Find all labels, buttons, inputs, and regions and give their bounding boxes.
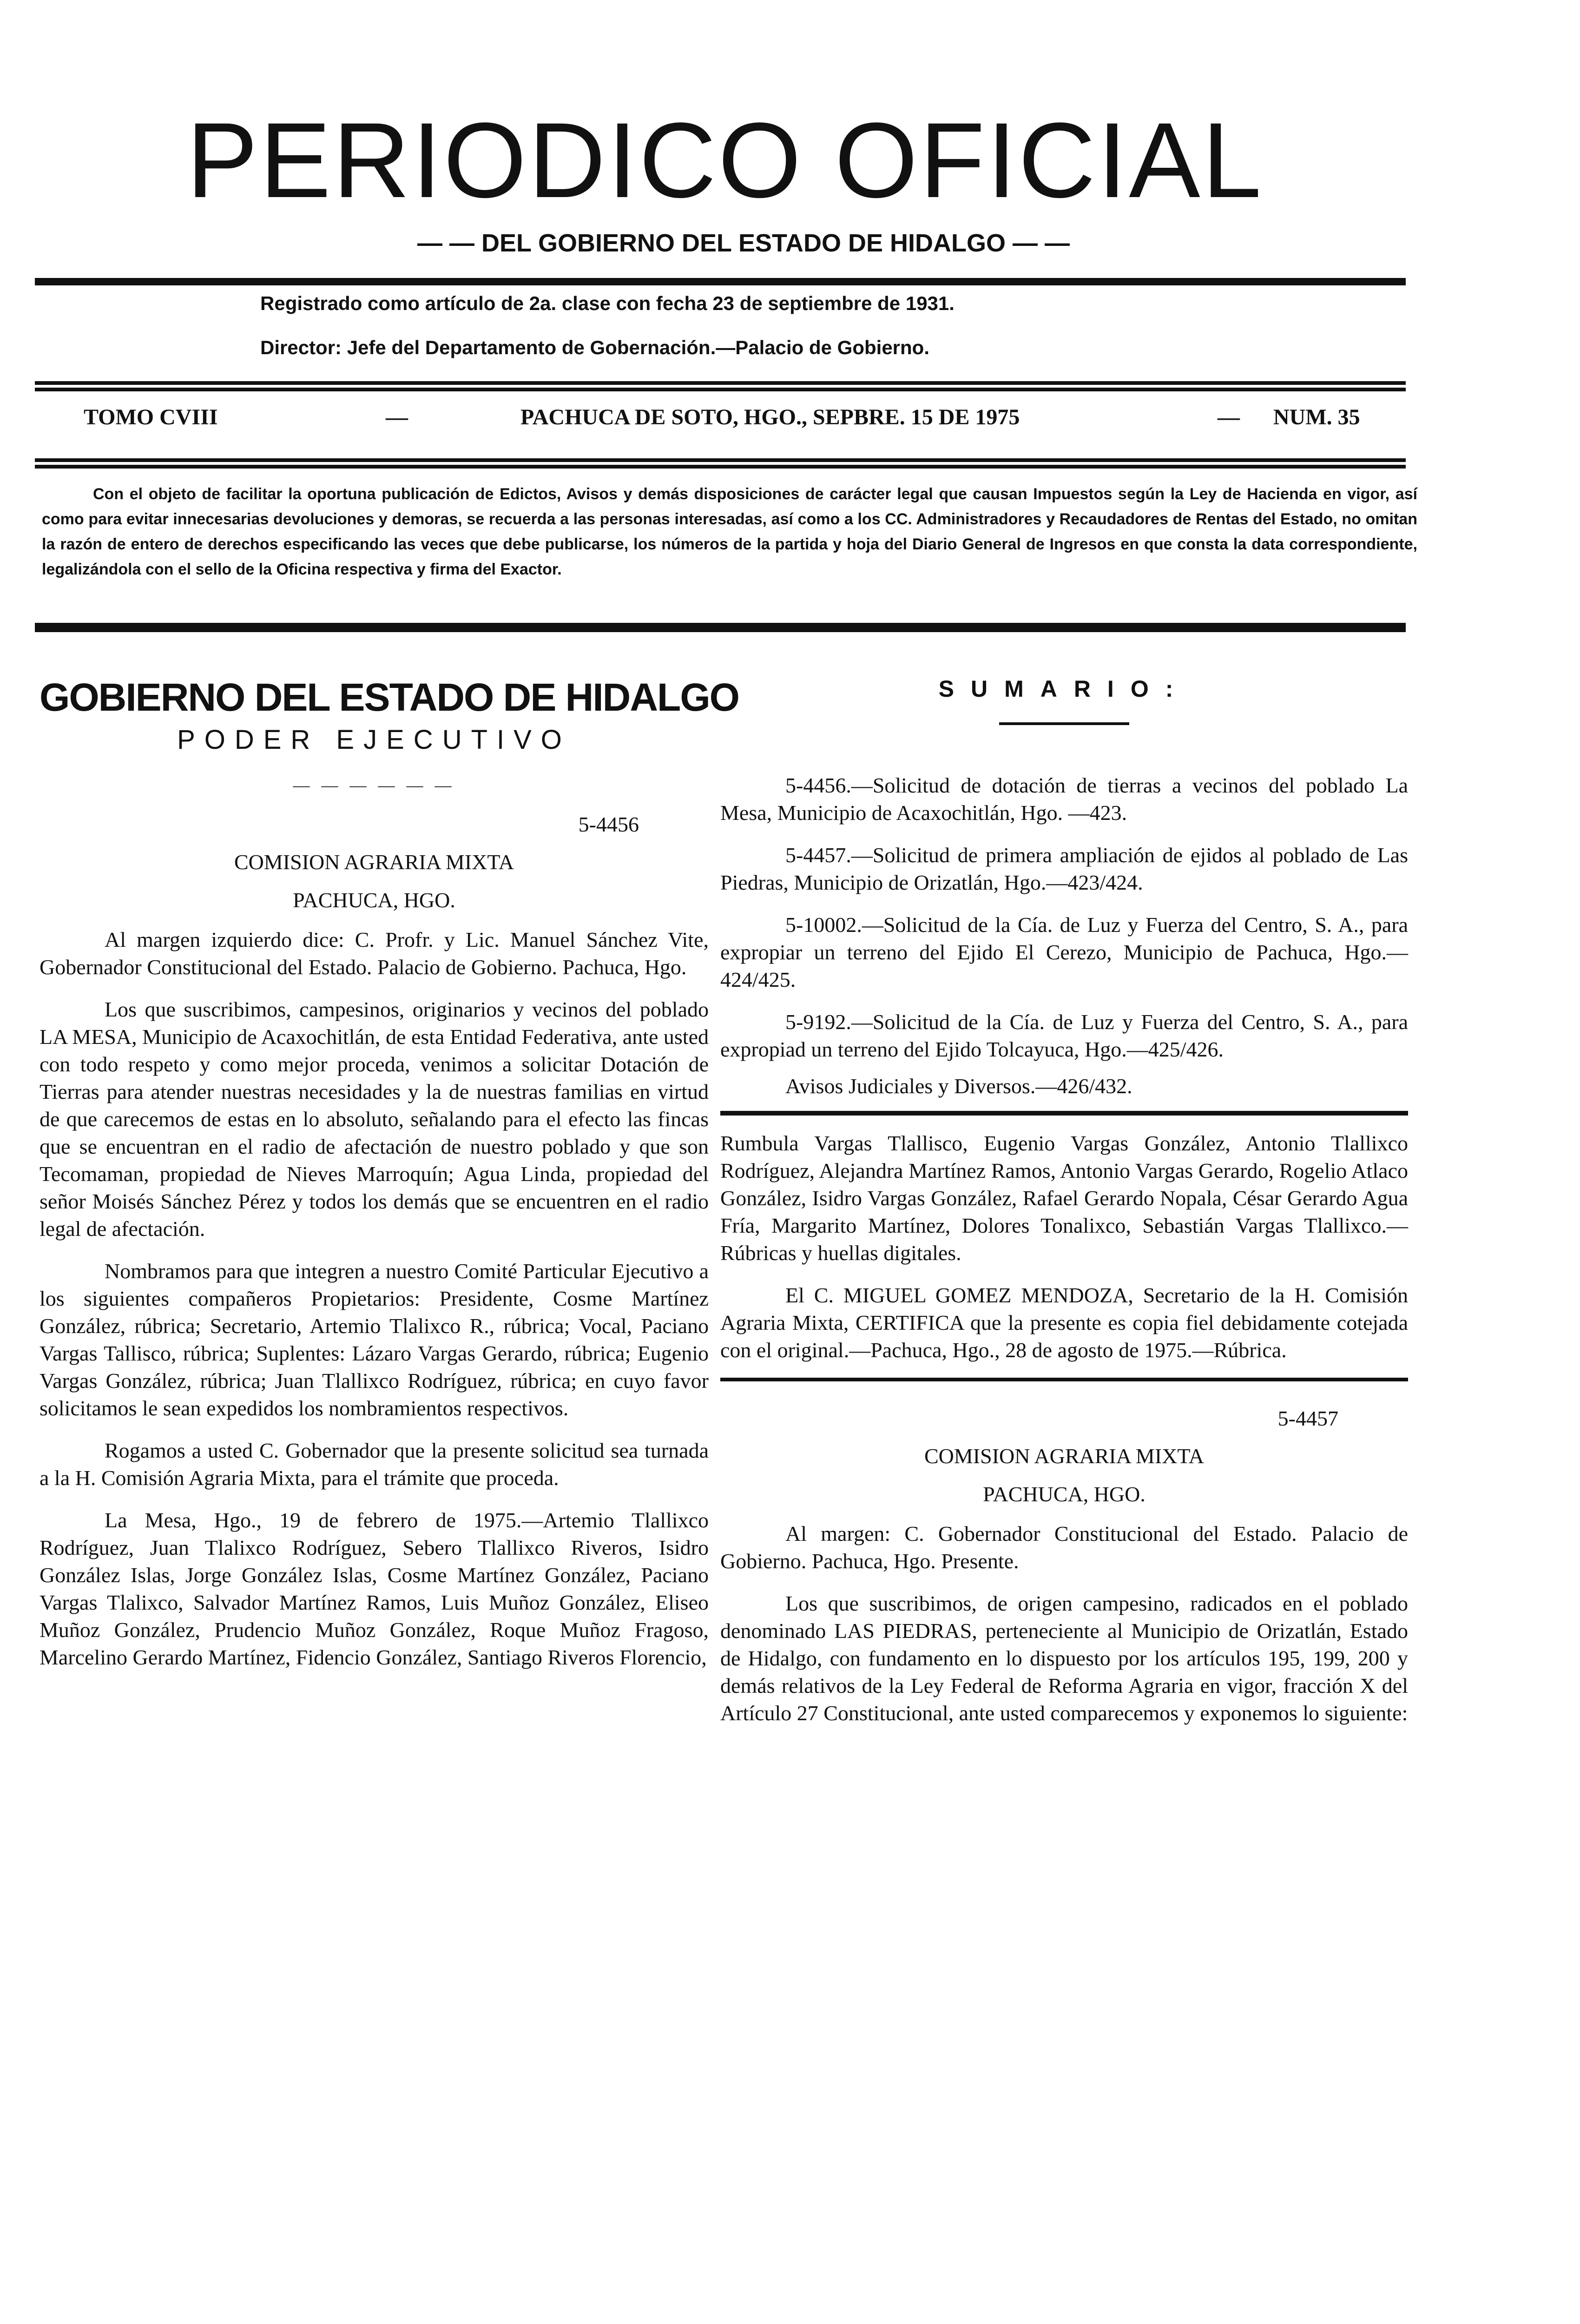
summary-item: 5-9192.—Solicitud de la Cía. de Luz y Fuerza del Centro, S. A., para expropiad un terreno del Ejido Tolcayuca, Hgo.—425/426. <box>720 1010 1408 1061</box>
reference-number-2: 5-4457 <box>1277 1406 1338 1430</box>
city-heading: PACHUCA, HGO. <box>293 888 455 912</box>
summary-item: 5-4456.—Solicitud de dotación de tierras a vecinos del poblado La Mesa, Municipio de Acaxochitlán, Hgo. —423. <box>720 773 1408 825</box>
left-column <box>40 674 739 1680</box>
branch-heading: PODER EJECUTIVO <box>177 725 571 755</box>
paragraph: La Mesa, Hgo., 19 de febrero de 1975.—Artemio Tlallixco Rodríguez, Juan Tlalixco Rodríguez, Sebero Tlallixco Riveros, Isidro González Islas, Jorge González Islas, Cosme Martínez González, Paciano Vargas Tlalixco, Salvador Martínez Ramos, Luis Muñoz González, Eliseo Muñoz González, Prudencio Muñoz González, Roque Muñoz Fragoso, Marcelino Gerardo Martínez, Fidencio González, Santiago Riveros Florencio, <box>40 1508 709 1669</box>
reference-number: 5-4456 <box>578 812 639 836</box>
government-heading: GOBIERNO DEL ESTADO DE HIDALGO <box>40 675 739 719</box>
issue-number: NUM. 35 <box>1273 405 1360 429</box>
agency-heading-2: COMISION AGRARIA MIXTA <box>924 1444 1205 1468</box>
paragraph: Los que suscribimos, campesinos, originarios y vecinos del poblado LA MESA, Municipio de Acaxochitlán, de esta Entidad Federativa, ante usted con todo respeto y como mejor proceda, venimos a solicitar Dotación de Tierras para atender nuestras necesidades y la de nuestras familias en virtud de que carecemos de estas en lo absoluto, señalando para el efecto las fincas que se encuentran en el radio de afectación de nuestro poblado y que son Tecomaman, propiedad de Nieves Marroquín; Agua Linda, propiedad del señor Moisés Sánchez Pérez y todos los demás que se encuentren en el radio legal de afectación. <box>40 997 709 1241</box>
summary-title: SUMARIO: <box>938 676 1190 702</box>
agency-heading: COMISION AGRARIA MIXTA <box>234 850 514 874</box>
paragraph: Al margen: C. Gobernador Constitucional del Estado. Palacio de Gobierno. Pachuca, Hgo. Presente. <box>720 1522 1408 1573</box>
masthead-title: PERIODICO OFICIAL <box>186 100 1264 220</box>
double-rule-bottom-a <box>35 458 1406 462</box>
double-rule-bottom-b <box>35 465 1406 469</box>
heading-divider: — — — — — — <box>293 776 455 794</box>
continued-signatures: Rumbula Vargas Tlallisco, Eugenio Vargas González, Antonio Tlallixco Rodríguez, Alejandra Martínez Ramos, Antonio Vargas Gerardo, Rogelio Atlaco González, Isidro Vargas González, Rafael Gerardo Nopala, César Gerardo Agua Fría, Margarito Martínez, Dolores Tonalixco, Sebastián Vargas Tlallixco.—Rúbricas y huellas digitales. <box>720 1131 1408 1265</box>
right-column <box>720 674 1408 1736</box>
publication-notice: Con el objeto de facilitar la oportuna publicación de Edictos, Avisos y demás disposiciones de carácter legal que causan Impuestos según la Ley de Hacienda en vigor, así como para evitar innecesarias devoluciones y demoras, se recuerda a las personas interesadas, así como a los CC. Administradores y Recaudadores de Rentas del Estado, no omitan la razón de entero de derechos especificando las veces que debe publicarse, los números de la partida y hoja del Diario General de Ingresos en que consta la data correspondiente, legalizándola con el sello de la Oficina respectiva y firma del Exactor. <box>42 485 1417 578</box>
masthead-subtitle: — — DEL GOBIERNO DEL ESTADO DE HIDALGO — — <box>417 229 1070 257</box>
issue-separator-1: — <box>386 405 408 429</box>
double-rule-top-a <box>35 381 1406 385</box>
city-heading-2: PACHUCA, HGO. <box>983 1482 1146 1506</box>
summary-item: 5-10002.—Solicitud de la Cía. de Luz y Fuerza del Centro, S. A., para expropiar un terreno del Ejido El Cerezo, Municipio de Pachuca, Hgo.—424/425. <box>720 913 1408 991</box>
paragraph: Rogamos a usted C. Gobernador que la presente solicitud sea turnada a la H. Comisión Agraria Mixta, para el trámite que proceda. <box>40 1439 709 1490</box>
double-rule-top-b <box>35 388 1406 391</box>
paragraph: Nombramos para que integren a nuestro Comité Particular Ejecutivo a los siguientes compañeros Propietarios: Presidente, Cosme Martínez González, rúbrica; Secretario, Artemio Tlalixco R., rúbrica; Vocal, Paciano Vargas Tallisco, rúbrica; Suplentes: Lázaro Vargas Gerardo, rúbrica; Eugenio Vargas González, rúbrica; Juan Tlallixco Rodríguez, rúbrica; en cuyo favor solicitamos le sean expedidos los nombramientos respectivos. <box>40 1259 709 1420</box>
certification-end-rule <box>720 1378 1408 1381</box>
paragraph: Los que suscribimos, de origen campesino, radicados en el poblado denominado LAS PIEDRAS, perteneciente al Municipio de Orizatlán, Estado de Hidalgo, con fundamento en lo dispuesto por los artículos 195, 199, 200 y demás relativos de la Ley Federal de Reforma Agraria en vigor, fracción X del Artículo 27 Constitucional, ante usted comparecemos y exponemos lo siguiente: <box>720 1591 1408 1725</box>
summary-item: Avisos Judiciales y Diversos.—426/432. <box>785 1074 1132 1098</box>
issue-line <box>84 399 1422 436</box>
registration-line: Registrado como artículo de 2a. clase con fecha 23 de septiembre de 1931. <box>260 292 955 314</box>
issue-place-date: PACHUCA DE SOTO, HGO., SEPBRE. 15 DE 1975 <box>520 405 1020 429</box>
summary-item: 5-4457.—Solicitud de primera ampliación de ejidos al poblado de Las Piedras, Municipio de Orizatlán, Hgo.—423/424. <box>720 843 1408 894</box>
section-rule <box>35 623 1406 632</box>
header-rule <box>35 278 1406 285</box>
certification: El C. MIGUEL GOMEZ MENDOZA, Secretario de la H. Comisión Agraria Mixta, CERTIFICA que la presente es copia fiel debidamente cotejada con el original.—Pachuca, Hgo., 28 de agosto de 1975.—Rúbrica. <box>720 1283 1408 1362</box>
issue-separator-2: — <box>1218 405 1240 429</box>
paragraph: Al margen izquierdo dice: C. Profr. y Lic. Manuel Sánchez Vite, Gobernador Constitucional del Estado. Palacio de Gobierno. Pachuca, Hgo. <box>40 928 709 979</box>
summary-title-rule <box>999 722 1129 725</box>
director-line: Director: Jefe del Departamento de Gobernación.—Palacio de Gobierno. <box>260 337 929 358</box>
tomo-label: TOMO CVIII <box>84 405 218 429</box>
summary-end-rule <box>720 1111 1408 1116</box>
